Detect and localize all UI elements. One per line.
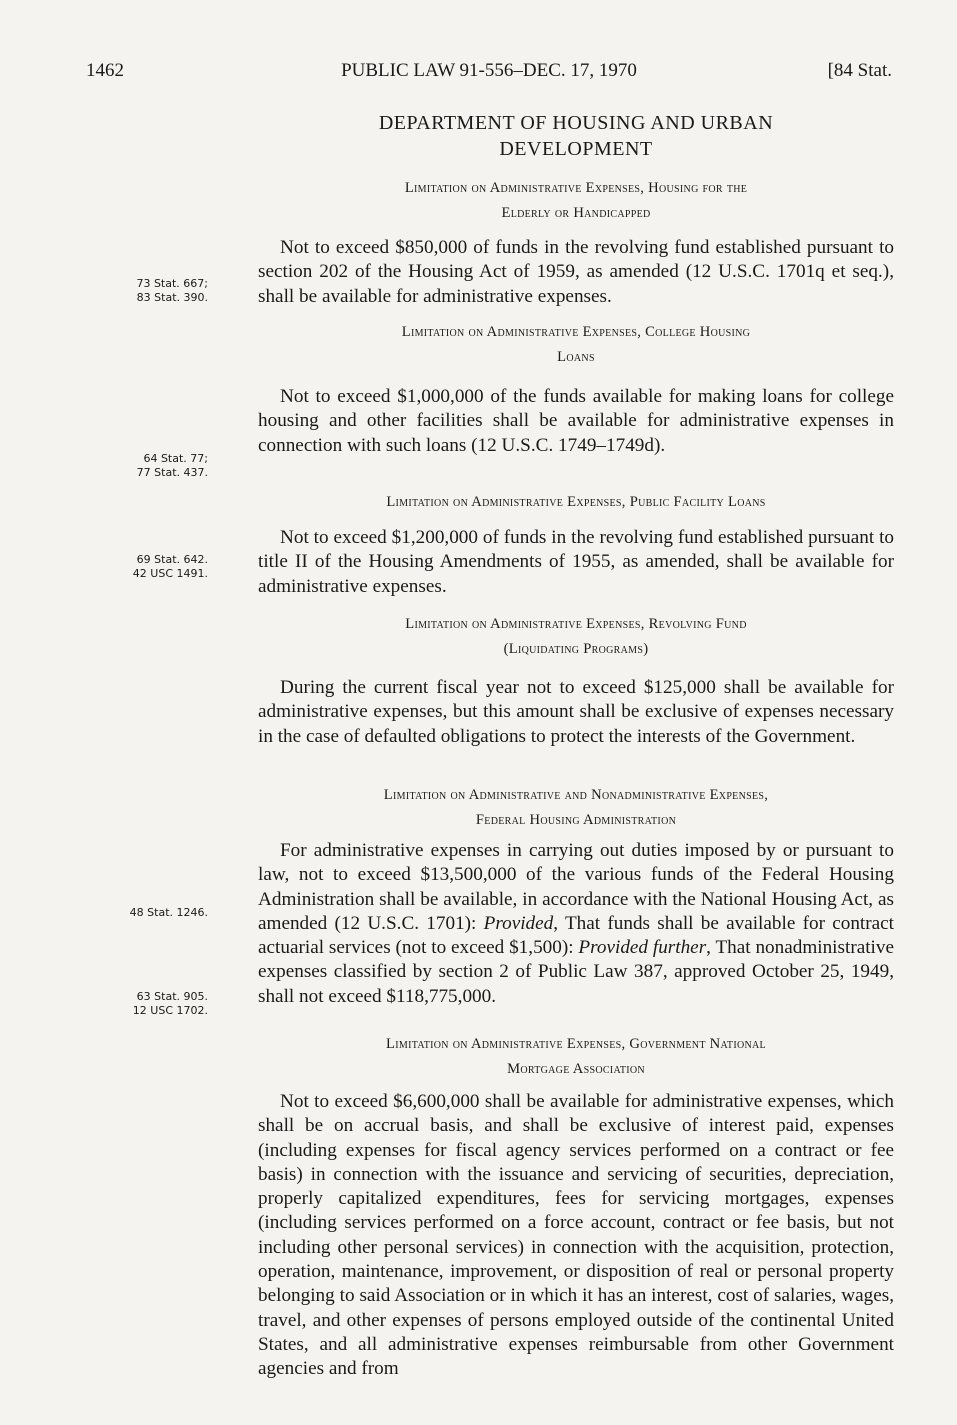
section-heading-gnma: Limitation on Administrative Expenses, Government National Mortgage Association	[386, 1036, 766, 1077]
paragraph-gnma: Not to exceed $6,600,000 shall be available for administrative expenses, which shall be on accrual basis, and shall be exclusive of interest paid, expenses (including expenses for fiscal agency services performed on a contract or fee basis) in connection with the issuance and servicing of securities, depreciation, properly capitalized expenditures, fees for servicing mortgages, expenses (including services performed on a force account, contract or fee basis, but not including other personal services) in connection with the acquisition, protection, operation, maintenance, improvement, or disposition of real or personal property belonging to said Association or in which it has an interest, cost of salaries, wages, travel, and other expenses of persons employed outside of the continental United States, and all administrative expenses reimbursable from other Government agencies and from	[258, 1091, 894, 1380]
page-header	[86, 60, 892, 88]
volume-reference: [84 Stat.	[827, 60, 892, 81]
paragraph-revolving-fund: During the current fiscal year not to exceed $125,000 shall be available for administrative expenses, but this amount shall be exclusive of expenses necessary in the case of defaulted obligations to protect the interests of the Government.	[258, 677, 894, 747]
section-heading-fha: Limitation on Administrative and Nonadministrative Expenses, Federal Housing Administration	[383, 787, 769, 828]
paragraph-fha: For administrative expenses in carrying out duties imposed by or pursuant to law, not to exceed $13,500,000 of the various funds of the Federal Housing Administration shall be available, in accordance with the National Housing Act, as amended (12 U.S.C. 1701): Provided, That funds shall be available for contract actuarial services (not to exceed $1,500): Provided further, That nonadministrative expenses classified by section 2 of Public Law 387, approved October 25, 1949, shall not exceed $118,775,000.	[258, 840, 894, 1007]
section-heading-college-housing: Limitation on Administrative Expenses, College Housing Loans	[401, 324, 751, 365]
margin-citation: 63 Stat. 905. 12 USC 1702.	[132, 990, 208, 1017]
section-heading-revolving-fund: Limitation on Administrative Expenses, Revolving Fund (Liquidating Programs)	[405, 616, 747, 657]
page-number: 1462	[86, 60, 124, 81]
paragraph-public-facility: Not to exceed $1,200,000 of funds in the revolving fund established pursuant to title II of the Housing Amendments of 1955, as amended, shall be available for administrative expenses.	[258, 527, 894, 597]
running-title: PUBLIC LAW 91-556–DEC. 17, 1970	[341, 60, 637, 81]
paragraph-elderly: Not to exceed $850,000 of funds in the revolving fund established pursuant to section 202 of the Housing Act of 1959, as amended (12 U.S.C. 1701q et seq.), shall be available for administrative expenses.	[258, 237, 894, 307]
paragraph-college-housing: Not to exceed $1,000,000 of the funds available for making loans for college housing and other facilities shall be available for administrative expenses in connection with such loans (12 U.S.C. 1749–1749d).	[258, 386, 894, 456]
section-heading-elderly: Limitation on Administrative Expenses, Housing for the Elderly or Handicapped	[404, 180, 748, 221]
margin-citation: 73 Stat. 667; 83 Stat. 390.	[136, 277, 208, 304]
margin-citation: 64 Stat. 77; 77 Stat. 437.	[136, 452, 208, 479]
section-heading-public-facility: Limitation on Administrative Expenses, Public Facility Loans	[386, 494, 766, 510]
department-heading: DEPARTMENT OF HOUSING AND URBAN DEVELOPMENT	[378, 112, 774, 160]
margin-citation: 69 Stat. 642. 42 USC 1491.	[132, 553, 208, 580]
margin-citation: 48 Stat. 1246.	[129, 906, 208, 919]
